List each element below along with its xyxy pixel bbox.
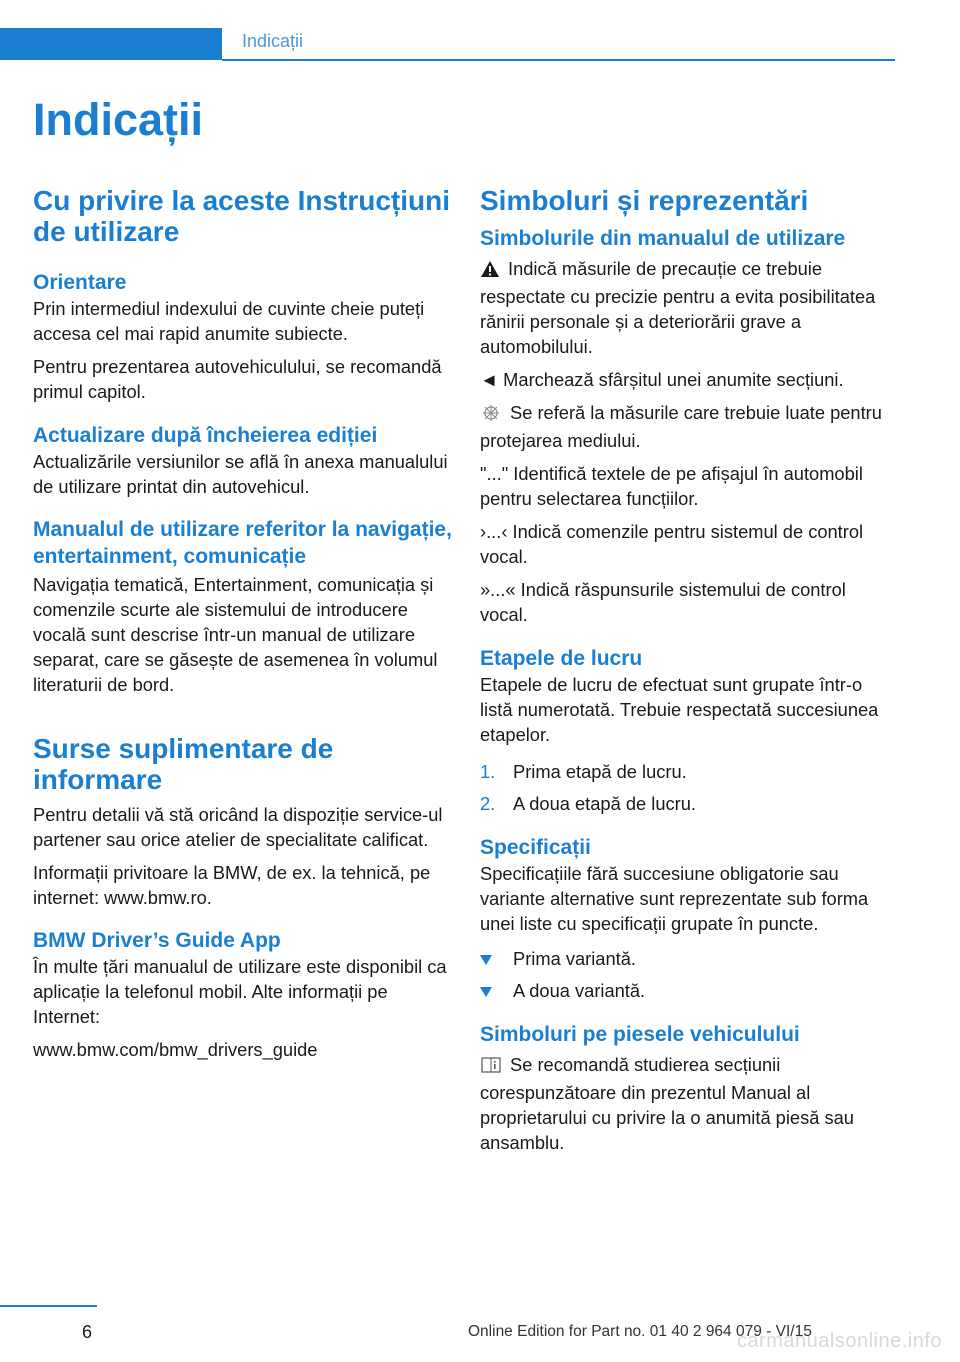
manual-book-icon [480,1055,502,1080]
list-item [480,759,898,784]
section-heading-sources: Surse suplimentare de informare [33,733,334,795]
triangle-bullet-icon [480,946,513,971]
footer-rule [0,1305,97,1307]
vehicle-parts-paragraph [480,1052,898,1155]
subheading-orientare: Orientare [33,271,127,294]
triangle-bullet-icon [480,978,513,1003]
page-number: 6 [82,1322,93,1342]
warning-text: Indică măsurile de precauție ce trebuie respectate cu precizie pentru a evita posibilitatea rănirii personale și a deteriorării grave a automobilului. [480,258,876,357]
subheading-update: Actualizare după încheierea ediției [33,424,378,447]
list-item [480,978,898,1003]
subheading-specifications: Specificații [480,836,591,859]
page-title: Indicații [33,94,204,145]
list-number: 2. [480,793,496,814]
voice-response-text: »...« Indică răspunsurile sistemului de control vocal. [480,579,846,625]
edition-text: Online Edition for Part no. 01 40 2 964 079 - VI/15 [468,1323,812,1340]
environment-icon [480,403,502,428]
section-heading-instructions: Cu privire la aceste Instrucțiuni de utilizare [33,185,451,247]
list-number: 1. [480,761,496,782]
paragraph: Prin intermediul indexului de cuvinte cheie puteți accesa cel mai rapid anumite subiecte. [33,298,425,344]
bullet-list [480,946,898,1003]
subheading-steps: Etapele de lucru [480,647,643,670]
list-item-text: A doua variantă. [513,980,646,1001]
section-heading-symbols: Simboluri și reprezentări [480,185,809,216]
paragraph: Actualizările versiunilor se află în anexa manualului de utilizare printat din autovehicul. [33,451,448,497]
subheading-manual-symbols: Simbolurile din manualul de utilizare [480,227,846,250]
list-item-text: Prima variantă. [513,948,636,969]
list-item-text: A doua etapă de lucru. [513,793,696,814]
vehicle-parts-text: Se recomandă studierea secțiunii corespunzătoare din prezentul Manual al proprietarului cu privire la o anumită piesă sau ansamblu. [480,1054,854,1153]
voice-command-text: ›...‹ Indică comenzile pentru sistemul de control vocal. [480,521,864,567]
subheading-app: BMW Driver’s Guide App [33,929,281,952]
list-item-text: Prima etapă de lucru. [513,761,687,782]
paragraph: Informații privitoare la BMW, de ex. la tehnică, pe internet: www.bmw.ro. [33,862,431,908]
environment-paragraph [480,400,898,453]
paragraph: Navigația tematică, Entertainment, comunicația și comenzile scurte ale sistemului de introducere vocală sunt descrise într-un manual de utilizare separat, care se găsește de asemenea în volumul literaturii de bord. [33,574,438,695]
paragraph: În multe țări manualul de utilizare este disponibil ca aplicație la telefonul mobil. Alte informații pe Internet: [33,956,447,1027]
watermark: carmanualsonline.info [736,1330,942,1352]
list-item [480,791,898,816]
paragraph: Pentru detalii vă stă oricând la dispoziție service-ul partener sau orice atelier de specialitate calificat. [33,804,443,850]
header-rule [222,59,895,61]
end-marker-text: ◄ Marchează sfârșitul unei anumite secțiuni. [480,369,844,390]
environment-text: Se referă la măsurile care trebuie luate pentru protejarea mediului. [480,402,882,451]
url-text: www.bmw.com/bmw_drivers_guide [33,1039,318,1060]
subheading-navigation-manual: Manualul de utilizare referitor la navigație, entertainment, comunicație [33,518,452,568]
right-column [480,185,898,1155]
paragraph: Etapele de lucru de efectuat sunt grupate într-o listă numerotată. Trebuie respectată succesiunea etapelor. [480,674,879,745]
paragraph: Specificațiile fără succesiune obligatorie sau variante alternative sunt reprezentate sub forma unei liste cu specificații grupate în puncte. [480,863,869,934]
left-column [33,185,453,1062]
running-header: Indicații [242,31,304,51]
paragraph: Pentru prezentarea autovehiculului, se recomandă primul capitol. [33,356,442,402]
numbered-list [480,759,898,816]
subheading-vehicle-symbols: Simboluri pe piesele vehiculului [480,1023,800,1046]
warning-paragraph [480,256,898,359]
quote-symbol-text: "..." Identifică textele de pe afișajul în automobil pentru selectarea funcțiilor. [480,463,863,509]
warning-icon [480,259,500,284]
list-item [480,946,898,971]
header-accent-bar [0,28,222,60]
